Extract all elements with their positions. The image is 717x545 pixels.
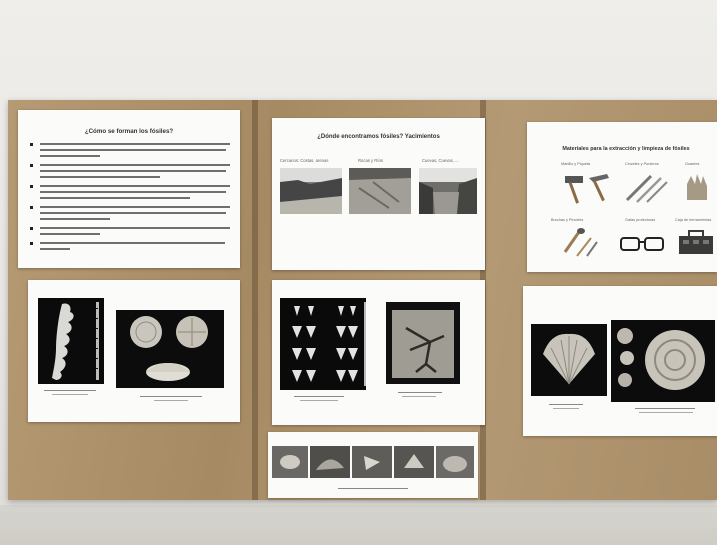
- photo-scallop-shell: [531, 324, 607, 396]
- tool-label-chisel: Cinceles y Punteros: [625, 162, 659, 166]
- photo-sea-urchin-fossils: [116, 310, 224, 388]
- photo-strip-5: [436, 446, 474, 478]
- panel-seam-left: [252, 100, 258, 500]
- poster-shark-teeth-fish: [272, 280, 485, 425]
- poster-shell-ammonite: [523, 286, 717, 436]
- poster-title: ¿Dónde encontramos fósiles? Yacimientos: [317, 134, 440, 140]
- poster-fossil-strip: [268, 432, 478, 498]
- chisel-icon: [621, 170, 671, 206]
- floor: [0, 505, 717, 545]
- photo-label-coast: Cercanos: Costas, arenas: [280, 158, 329, 163]
- photo-strip-3: [352, 446, 392, 478]
- poster-fossil-formation: [18, 110, 240, 268]
- tool-label-gloves: Guantes: [685, 162, 700, 166]
- photo-cave-cliff: [419, 168, 477, 214]
- photo-strip-1: [272, 446, 308, 478]
- photo-ammonite: [611, 320, 715, 402]
- photo-river-bed: [349, 168, 411, 214]
- photo-strip-4: [394, 446, 434, 478]
- glove-icon: [681, 170, 713, 204]
- photo-fossil-fish: [386, 302, 460, 384]
- photo-column-fossil: [38, 298, 104, 384]
- poster-deposits: [272, 118, 485, 270]
- poster-title: Materiales para la extracción y limpieza de fósiles: [562, 146, 690, 152]
- tool-label-hammer: Martillo y Piqueta: [561, 162, 591, 166]
- photo-coast-cliffs: [280, 168, 342, 214]
- hammer-icon: [557, 170, 613, 206]
- poster-materials: [527, 122, 717, 272]
- tool-label-glasses: Gafas protectoras: [625, 218, 656, 222]
- tool-label-toolbox: Caja de herramientas: [675, 218, 712, 222]
- poster-echinoderm-fossils: [28, 280, 240, 422]
- brush-icon: [557, 226, 601, 258]
- toolbox-icon: [677, 228, 715, 258]
- tool-label-brushes: Brochas y Pinceles: [551, 218, 584, 222]
- photo-label-cave: Cuevas, Cuevas, ...: [422, 158, 459, 163]
- photo-strip-2: [310, 446, 350, 478]
- poster-title: ¿Cómo se forman los fósiles?: [84, 128, 174, 135]
- photo-label-river: Rocas y Ríos: [358, 158, 383, 163]
- photo-shark-teeth: [280, 298, 366, 390]
- glasses-icon: [619, 232, 665, 254]
